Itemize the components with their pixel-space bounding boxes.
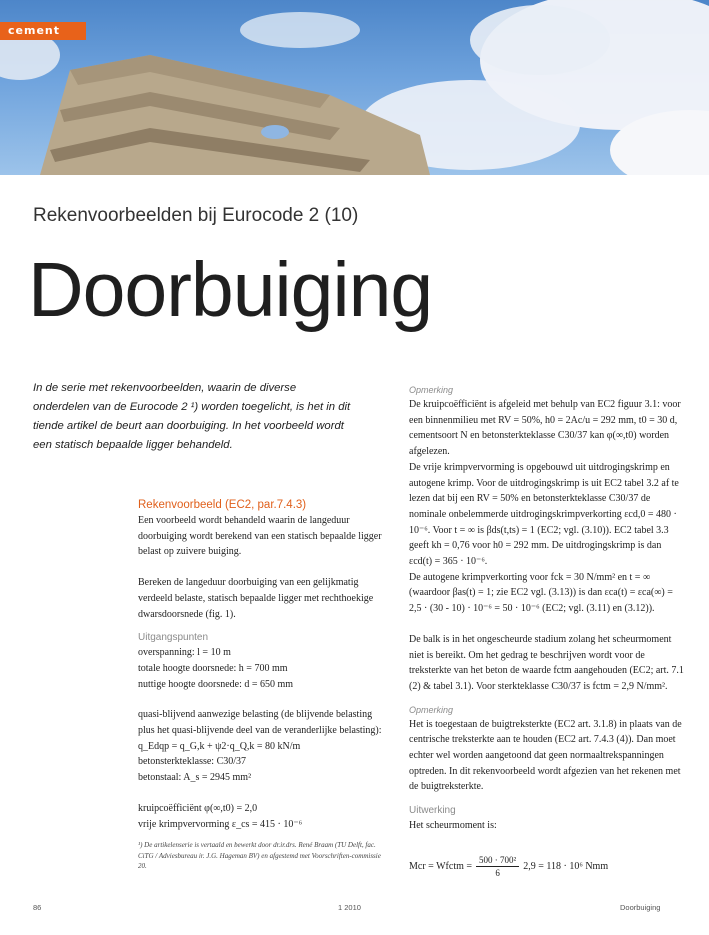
formula-fraction — [476, 854, 519, 879]
input-line: vrije krimpvervorming ε_cs = 415 · 10⁻⁶ — [138, 818, 303, 830]
paragraph: Bereken de langeduur doorbuiging van een gelijkmatig verdeeld belaste, statisch bepaalde ligger met rechthoekige dwarsdoorsnede (fig. 1). — [138, 577, 374, 620]
formula-lhs: Mcr = Wfctm = — [409, 861, 473, 873]
remark-heading: Opmerking — [409, 385, 454, 395]
paragraph: De vrije krimpvervorming is opgebouwd uit uitdrogingskrimp en autogene krimp. Voor de uitdrogingskrimp is uit EC2 tabel 3.2 af te lezen dat bij een RV = 50% en betonsterkteklasse C30/37 de nominale onbelemmerde uitdrogingskrimpverkorting εcd,0 = 480 · 10⁻⁶. Voor t = ∞ is βds(t,ts) = 1 (EC2; vgl. (3.10)). EC2 tabel 3.3 geeft kh = 0,76 voor h0 = 292 mm. De uitdrogingskrimp is dan εcd(t) = 365 · 10⁻⁶. — [409, 461, 679, 568]
left-column — [138, 497, 390, 832]
paragraph: De kruipcoëfficiënt is afgeleid met behulp van EC2 figuur 3.1: voor een binnenmilieu met RV = 50%, h0 = 2Ac/u = 292 mm, t0 = 30 d, cementsoort N en betonsterkteklasse C30/37 kan φ(∞,t0) worden afgelezen. — [409, 399, 681, 458]
cement-logo: cement — [0, 22, 86, 40]
footer-section: Doorbuiging — [620, 903, 661, 912]
input-line: betonstaal: A_s = 2945 mm² — [138, 772, 252, 784]
input-line: totale hoogte doorsnede: h = 700 mm — [138, 662, 288, 674]
remark-heading: Opmerking — [409, 704, 454, 715]
section-heading: Rekenvoorbeeld (EC2, par.7.4.3) — [138, 499, 307, 511]
footnote: ¹) De artikelenserie is vertaald en bewerkt door dr.ir.drs. René Braam (TU Delft, fac. CiTG / Adviesbureau ir. J.G. Hageman BV) en afgestemd met Voorschriften-commissie 20. — [138, 841, 381, 870]
right-column — [409, 383, 686, 884]
sub-heading: Uitwerking — [409, 805, 456, 817]
input-line: betonsterkteklasse: C30/37 — [138, 756, 247, 768]
page-number: 86 — [33, 903, 42, 912]
sky-building-illustration — [0, 0, 709, 175]
series-title: Rekenvoorbeelden bij Eurocode 2 (10) — [33, 205, 359, 226]
input-line: kruipcoëfficiënt φ(∞,t0) = 2,0 — [138, 802, 258, 814]
formula — [409, 850, 686, 884]
formula-denominator: 6 — [495, 868, 500, 879]
page-title: Doorbuiging — [28, 247, 433, 333]
formula-rhs: 2,9 = 118 · 10⁶ Nmm — [523, 861, 609, 873]
intro-text: In de serie met rekenvoorbeelden, waarin de diverse onderdelen van de Eurocode 2 ¹) worden toegelicht, is het in dit tiende artikel de beurt aan doorbuiging. In het voorbeeld wordt een statisch bepaalde ligger behandeld. — [33, 382, 351, 451]
input-line: q_Edqp = q_G,k + ψ2·q_Q,k = 80 kN/m — [138, 740, 301, 752]
paragraph: Het scheurmoment is: — [409, 820, 497, 832]
input-line: overspanning: l = 10 m — [138, 647, 231, 659]
sub-heading: Uitgangspunten — [138, 632, 209, 644]
input-line: nuttige hoogte doorsnede: d = 650 mm — [138, 678, 294, 690]
paragraph: Het is toegestaan de buigtreksterkte (EC2 art. 3.1.8) in plaats van de centrische treksterkte aan te houden (EC2 art. 7.4.3 (4)). Dan moet echter wel worden aangetoond dat geen normaaltrekspanningen optreden. In dit rekenvoorbeeld wordt afgezien van het rekenen met de buigtreksterkte. — [409, 718, 682, 793]
issue-number: 1 2010 — [338, 903, 361, 912]
paragraph: De autogene krimpverkorting voor fck = 30 N/mm² en t = ∞ (waardoor βas(t) = 1; zie EC2 vgl. (3.13)) is dan εca(t) = εca(∞) = 2,5 · (30 - 10) · 10⁻⁶ = 50 · 10⁻⁶ (EC2; vgl. (3.11) en (3.12)). — [409, 571, 673, 615]
header-photo — [0, 0, 709, 175]
formula-numerator: 500 · 700² — [476, 854, 519, 867]
paragraph: Een voorbeeld wordt behandeld waarin de langeduur doorbuiging wordt berekend van een statisch bepaalde ligger belast op zuivere buiging. — [138, 515, 382, 558]
paragraph: De balk is in het ongescheurde stadium zolang het scheurmoment niet is bereikt. Om het gedrag te beschrijven wordt voor de treksterkte van het beton de waarde fctm aangehouden (EC2; art. 7.1 (2) & tabel 3.1). Voor sterkteklasse C30/37 is fctm = 2,9 N/mm². — [409, 633, 684, 692]
paragraph: quasi-blijvend aanwezige belasting (de blijvende belasting plus het quasi-blijvende deel van de veranderlijke belasting): — [138, 709, 382, 737]
